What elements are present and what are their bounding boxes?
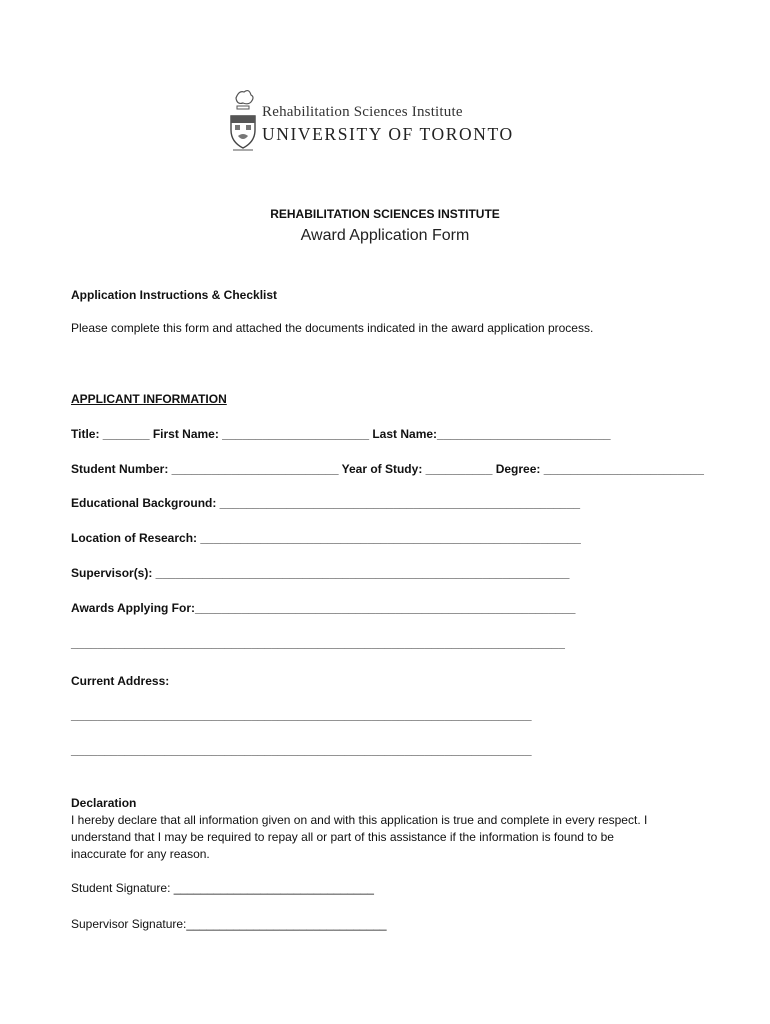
location-of-research-field[interactable]: Location of Research: _________________________________________________________ — [71, 531, 581, 545]
address-line-1[interactable]: _____________________________________________________________________ — [71, 708, 532, 722]
awards-applying-field[interactable]: Awards Applying For:_________________________________________________________ — [71, 601, 576, 615]
declaration-line-1: I hereby declare that all information given on and with this application is true and complete in every respect. I — [71, 813, 648, 827]
address-line-2[interactable]: _____________________________________________________________________ — [71, 743, 532, 757]
logo-subtitle: Rehabilitation Sciences Institute — [262, 104, 463, 120]
declaration-line-2: understand that I may be required to repay all or part of this assistance if the information is found to be — [71, 830, 614, 844]
instructions-heading: Application Instructions & Checklist — [71, 288, 278, 302]
logo-title: UNIVERSITY OF TORONTO — [262, 124, 514, 144]
applicant-heading: APPLICANT INFORMATION — [71, 392, 227, 406]
coat-of-arms-icon — [228, 86, 258, 156]
instructions-text: Please complete this form and attached the documents indicated in the award application process. — [71, 321, 594, 335]
supervisor-signature-field[interactable]: Supervisor Signature:______________________________ — [71, 917, 387, 931]
name-fields-row[interactable]: Title: _______ First Name: ______________________ Last Name:__________________________ — [71, 427, 611, 441]
university-logo — [228, 86, 528, 156]
supervisor-field[interactable]: Supervisor(s): ______________________________________________________________ — [71, 566, 570, 580]
current-address-label: Current Address: — [71, 674, 170, 688]
institute-heading: REHABILITATION SCIENCES INSTITUTE — [270, 207, 500, 221]
student-signature-field[interactable]: Student Signature: ______________________________ — [71, 881, 374, 895]
student-fields-row[interactable]: Student Number: _________________________ Year of Study: __________ Degree: ________________________ — [71, 462, 704, 476]
awards-applying-field-line2[interactable]: __________________________________________________________________________ — [71, 636, 565, 650]
educational-background-field[interactable]: Educational Background: ______________________________________________________ — [71, 496, 581, 510]
declaration-heading: Declaration — [71, 796, 137, 810]
declaration-line-3: inaccurate for any reason. — [71, 847, 210, 861]
form-title: Award Application Form — [300, 227, 470, 244]
